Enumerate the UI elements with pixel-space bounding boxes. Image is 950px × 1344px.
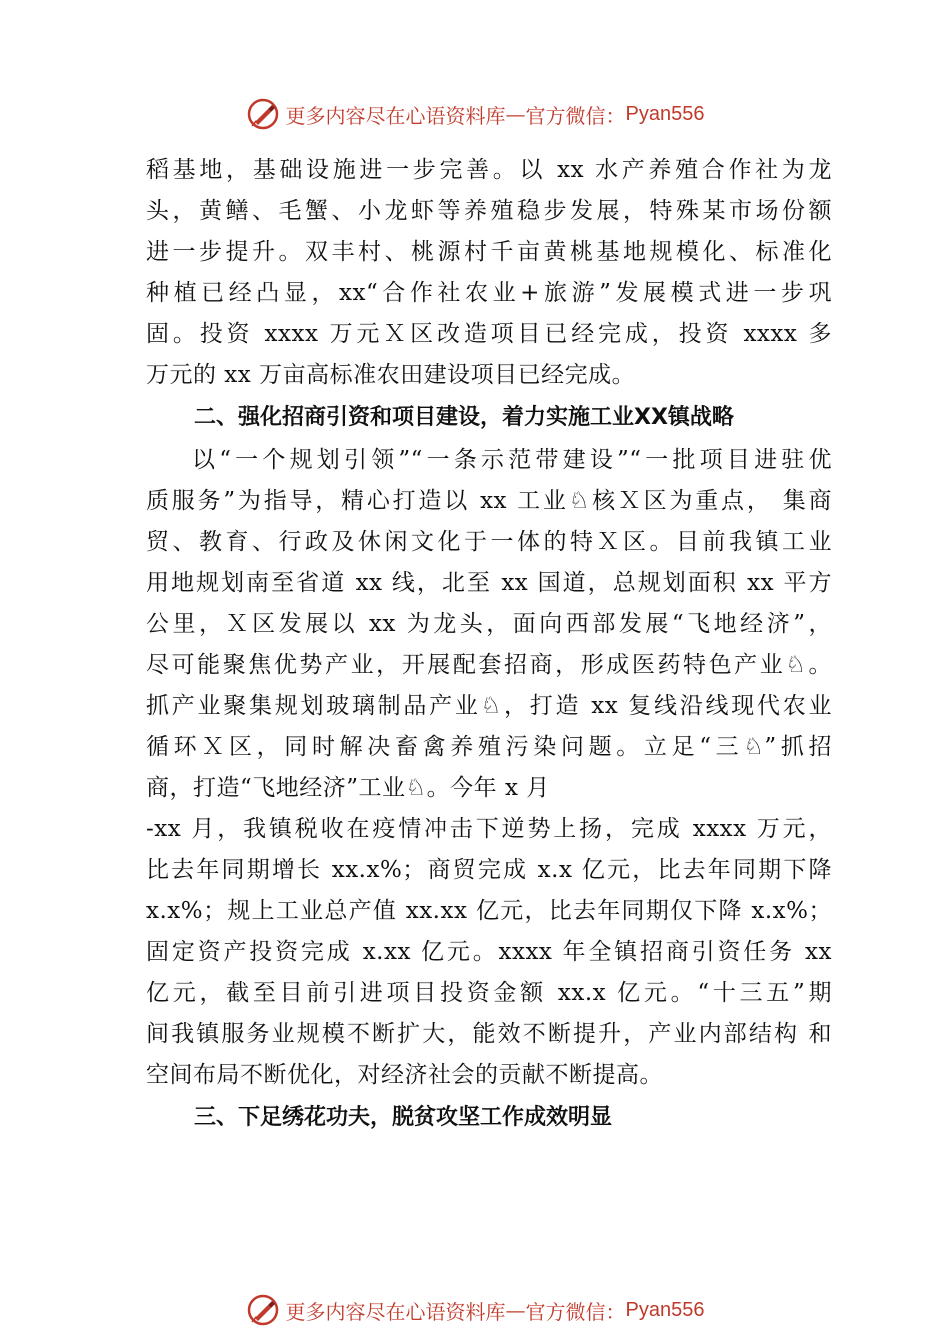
paragraph-line: 抓产业聚集规划玻璃制品产业♘，打造 xx 复线沿线现代农业	[146, 693, 832, 719]
paragraph-line: 以“一个规划引领”“一条示范带建设”“一批项目进驻优	[192, 447, 832, 473]
paragraph-line: x.x%；规上工业总产值 xx.xx 亿元，比去年同期仅下降 x.x%；	[146, 898, 832, 924]
section-heading-2: 二、强化招商引资和项目建设，着力实施工业XX镇战略	[194, 405, 734, 430]
watermark-main-text: 更多内容尽在心语资料库	[285, 1299, 506, 1324]
paragraph-line: 贸、教育、行政及休闲文化于一体的特Ｘ区。目前我镇工业	[146, 529, 832, 555]
paragraph-line: 尽可能聚焦优势产业，开展配套招商，形成医药特色产业♘。	[146, 652, 832, 678]
paragraph-line: 亿元，截至目前引进项目投资金额 xx.x 亿元。“十三五”期	[146, 980, 832, 1006]
watermark-header	[0, 94, 950, 134]
watermark-footer	[0, 1290, 950, 1330]
paragraph-line: -xx 月，我镇税收在疫情冲击下逆势上扬，完成 xxxx 万元，	[146, 816, 832, 842]
paragraph-line: 公里，Ｘ区发展以 xx 为龙头，面向西部发展“飞地经济”，	[146, 611, 832, 637]
paragraph-line: 万元的 xx 万亩高标准农田建设项目已经完成。	[146, 362, 636, 388]
watermark-main-text: 更多内容尽在心语资料库	[285, 103, 506, 128]
paragraph-line: 稻基地，基础设施进一步完善。以 xx 水产养殖合作社为龙	[146, 157, 832, 183]
paragraph-line: 循环Ｘ区，同时解决畜禽养殖污染问题。立足“三♘”抓招	[146, 734, 832, 760]
watermark-dash: —	[505, 102, 526, 126]
paragraph-line: 空间布局不断优化，对经济社会的贡献不断提高。	[146, 1062, 663, 1088]
paragraph-line: 进一步提升。双丰村、桃源村千亩黄桃基地规模化、标准化	[146, 239, 832, 265]
watermark-official-label: 官方微信：	[525, 1299, 626, 1324]
watermark-wechat-id: Pyan556	[625, 102, 705, 125]
paragraph-line: 头，黄鳝、毛蟹、小龙虾等养殖稳步发展，特殊某市场份额	[146, 198, 832, 224]
section-heading-3: 三、下足绣花功夫，脱贫攻坚工作成效明显	[194, 1105, 613, 1130]
paragraph-line: 商，打造“飞地经济”工业♘。今年 x 月	[146, 775, 550, 801]
watermark-official-label: 官方微信：	[525, 103, 626, 128]
paragraph-line: 固。投资 xxxx 万元Ｘ区改造项目已经完成，投资 xxxx 多	[146, 321, 832, 347]
paragraph-line: 比去年同期增长 xx.x%；商贸完成 x.x 亿元，比去年同期下降	[146, 857, 832, 883]
paragraph-line: 种植已经凸显，xx“合作社农业+旅游”发展模式进一步巩	[146, 280, 832, 306]
paragraph-line: 间我镇服务业规模不断扩大，能效不断提升，产业内部结构 和	[146, 1021, 832, 1047]
paragraph-line: 固定资产投资完成 x.xx 亿元。xxxx 年全镇招商引资任务 xx	[146, 939, 832, 965]
pen-logo-icon	[246, 1293, 280, 1327]
pen-logo-icon	[246, 97, 280, 131]
watermark-dash: —	[505, 1298, 526, 1322]
paragraph-line: 质服务”为指导，精心打造以 xx 工业♘核Ｘ区为重点， 集商	[146, 488, 832, 514]
document-body	[146, 150, 832, 1140]
watermark-wechat-id: Pyan556	[625, 1298, 705, 1321]
paragraph-line: 用地规划南至省道 xx 线，北至 xx 国道，总规划面积 xx 平方	[146, 570, 832, 596]
